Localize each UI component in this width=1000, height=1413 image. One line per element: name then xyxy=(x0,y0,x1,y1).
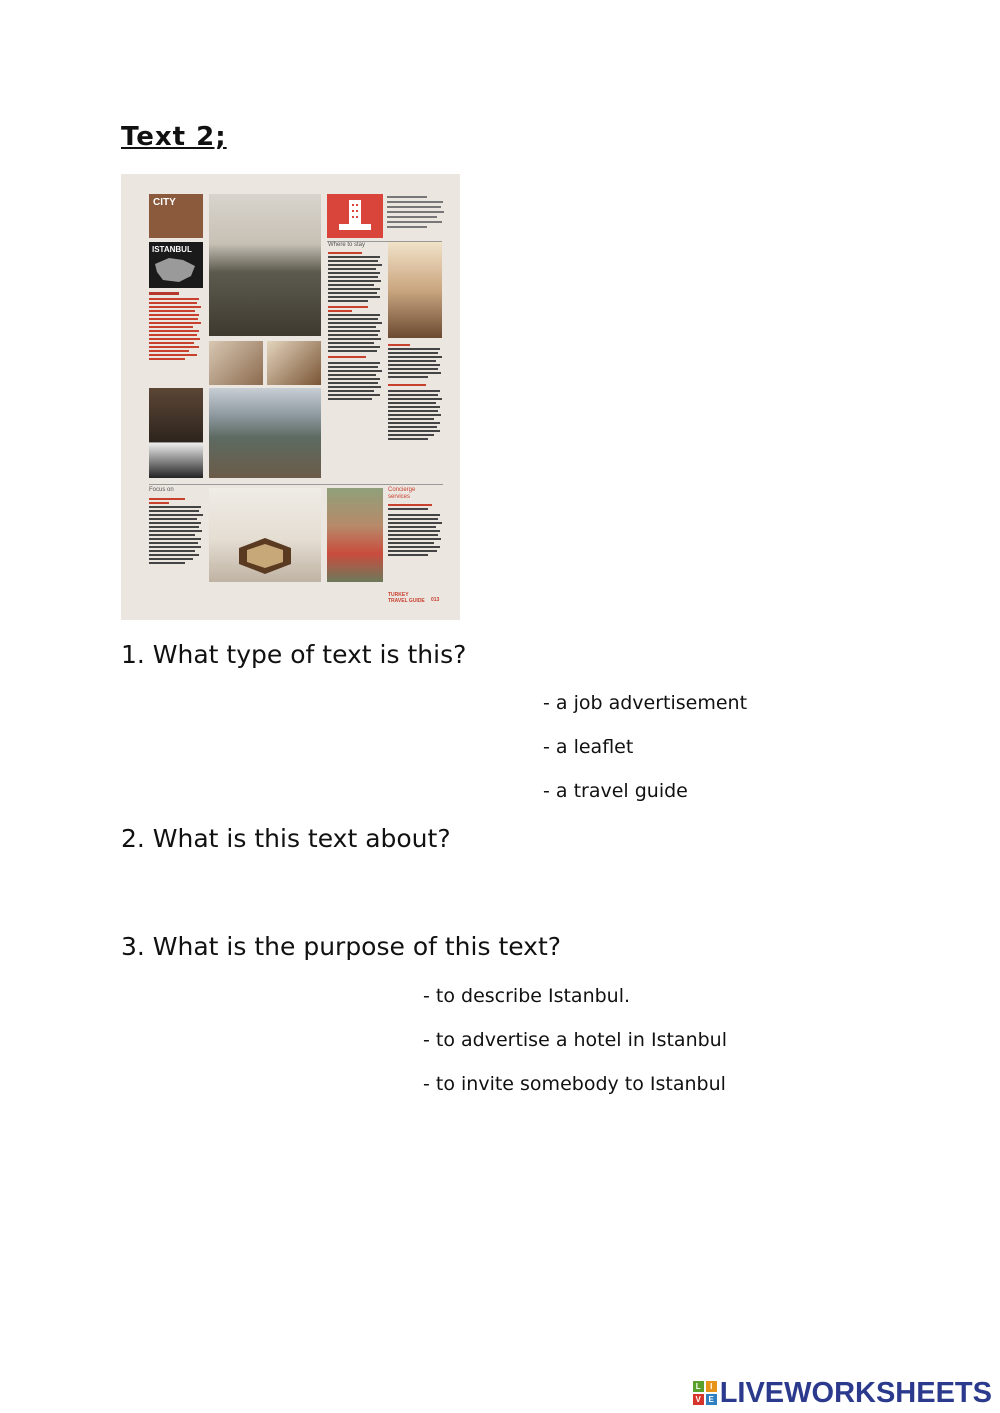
concierge-heading: Concierge services xyxy=(388,487,416,500)
hotel-room-photo-2 xyxy=(267,341,321,385)
logo-blocks-icon xyxy=(693,1381,717,1405)
q1-option-2[interactable]: - a leaflet xyxy=(543,736,634,758)
q1-option-1[interactable]: - a job advertisement xyxy=(543,692,748,714)
istanbul-block xyxy=(149,242,203,288)
page-title: Text 2; xyxy=(121,122,227,152)
overview-text xyxy=(149,292,203,382)
q3-option-2[interactable]: - to advertise a hotel in Istanbul xyxy=(423,1029,727,1051)
hotel-room-photo-1 xyxy=(209,341,263,385)
logo-block-v: V xyxy=(693,1394,704,1405)
cafe-terrace-photo xyxy=(209,194,321,336)
q1-option-3[interactable]: - a travel guide xyxy=(543,780,688,802)
focus-on-heading: Focus on xyxy=(149,487,174,493)
istanbul-label: ISTANBUL xyxy=(152,245,192,254)
liveworksheets-logo[interactable] xyxy=(693,1376,992,1410)
intro-text xyxy=(387,194,447,238)
staff-portrait-photo xyxy=(149,388,203,478)
hotels-column-1 xyxy=(328,252,384,482)
where-to-stay-heading: Where to stay xyxy=(328,242,366,248)
logo-block-e: E xyxy=(706,1394,717,1405)
magazine-page-image xyxy=(121,174,460,620)
concierge-portrait-photo xyxy=(327,488,383,582)
hammam-photo xyxy=(209,488,321,582)
hotel-illustration xyxy=(327,194,383,238)
question-2: 2. What is this text about? xyxy=(121,824,451,853)
question-3: 3. What is the purpose of this text? xyxy=(121,932,562,961)
q3-option-1[interactable]: - to describe Istanbul. xyxy=(423,985,631,1007)
section-rule xyxy=(149,484,443,485)
logo-text: LIVEWORKSHEETS xyxy=(719,1376,992,1409)
hotels-column-2 xyxy=(388,344,444,480)
magazine-page-number: 013 xyxy=(431,597,440,603)
magazine-footer: TURKEY TRAVEL GUIDE xyxy=(388,592,425,604)
city-block xyxy=(149,194,203,238)
bosphorus-view-photo xyxy=(209,388,321,478)
hotel-lobby-photo xyxy=(388,242,442,338)
logo-block-l: L xyxy=(693,1381,704,1392)
logo-block-i: I xyxy=(706,1381,717,1392)
concierge-text xyxy=(388,504,444,584)
focus-on-text xyxy=(149,498,205,588)
q3-option-3[interactable]: - to invite somebody to Istanbul xyxy=(423,1073,726,1095)
city-label: CITY xyxy=(153,197,176,208)
question-1: 1. What type of text is this? xyxy=(121,640,467,669)
map-shape-icon xyxy=(149,242,203,288)
